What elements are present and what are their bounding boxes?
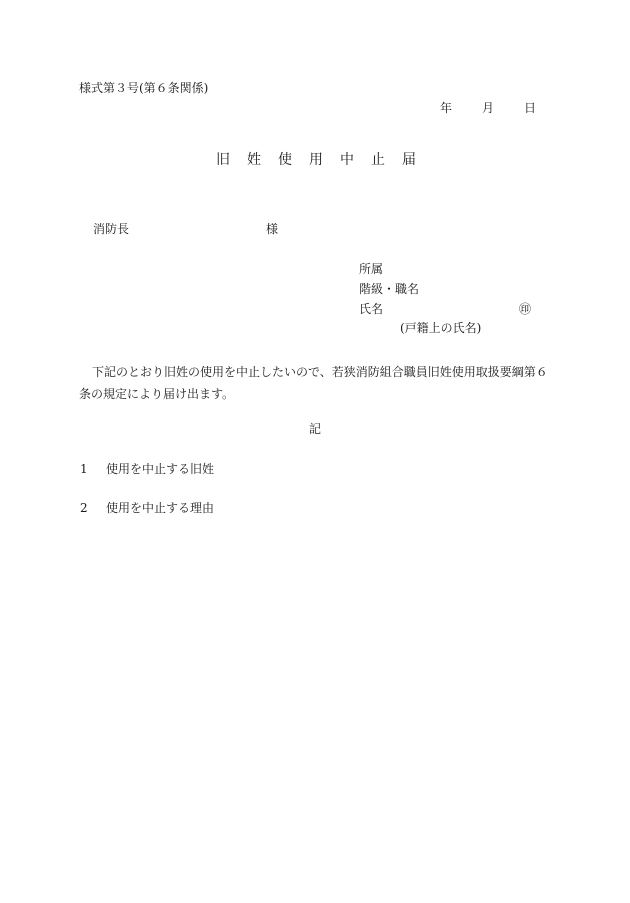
title-char: 届 (402, 152, 416, 168)
item-text: 使用を中止する旧姓 (106, 462, 215, 476)
date-line (440, 102, 536, 114)
item-text: 使用を中止する理由 (106, 501, 215, 515)
title-char: 使 (278, 152, 292, 168)
month-label: 月 (482, 101, 495, 115)
seal-mark: ㊞ (519, 302, 532, 316)
body-text (79, 361, 559, 405)
title-char: 姓 (247, 152, 261, 168)
ki-heading: 記 (309, 422, 322, 436)
addressee-label: 消防長 (93, 222, 130, 236)
title-char: 旧 (216, 152, 230, 168)
item-number: 1 (80, 462, 88, 476)
body-text-content: 下記のとおり旧姓の使用を中止したいので、若狭消防組合職員旧姓使用取扱要綱第６条の規定により届け出ます。 (79, 365, 548, 401)
title-char: 中 (340, 152, 354, 168)
document-title (216, 153, 433, 167)
day-label: 日 (524, 101, 537, 115)
title-char: 用 (309, 152, 323, 168)
list-item (80, 502, 214, 514)
item-number: 2 (80, 501, 88, 515)
year-label: 年 (440, 101, 453, 115)
form-number: 様式第３号(第６条関係) (79, 81, 209, 95)
rank-label: 階級・職名 (359, 282, 420, 296)
title-char: 止 (371, 152, 385, 168)
registry-name-note: (戸籍上の氏名) (400, 321, 482, 335)
affiliation-label: 所属 (359, 262, 384, 276)
addressee-suffix: 様 (266, 222, 279, 236)
list-item (80, 463, 214, 475)
name-label: 氏名 (359, 302, 384, 316)
